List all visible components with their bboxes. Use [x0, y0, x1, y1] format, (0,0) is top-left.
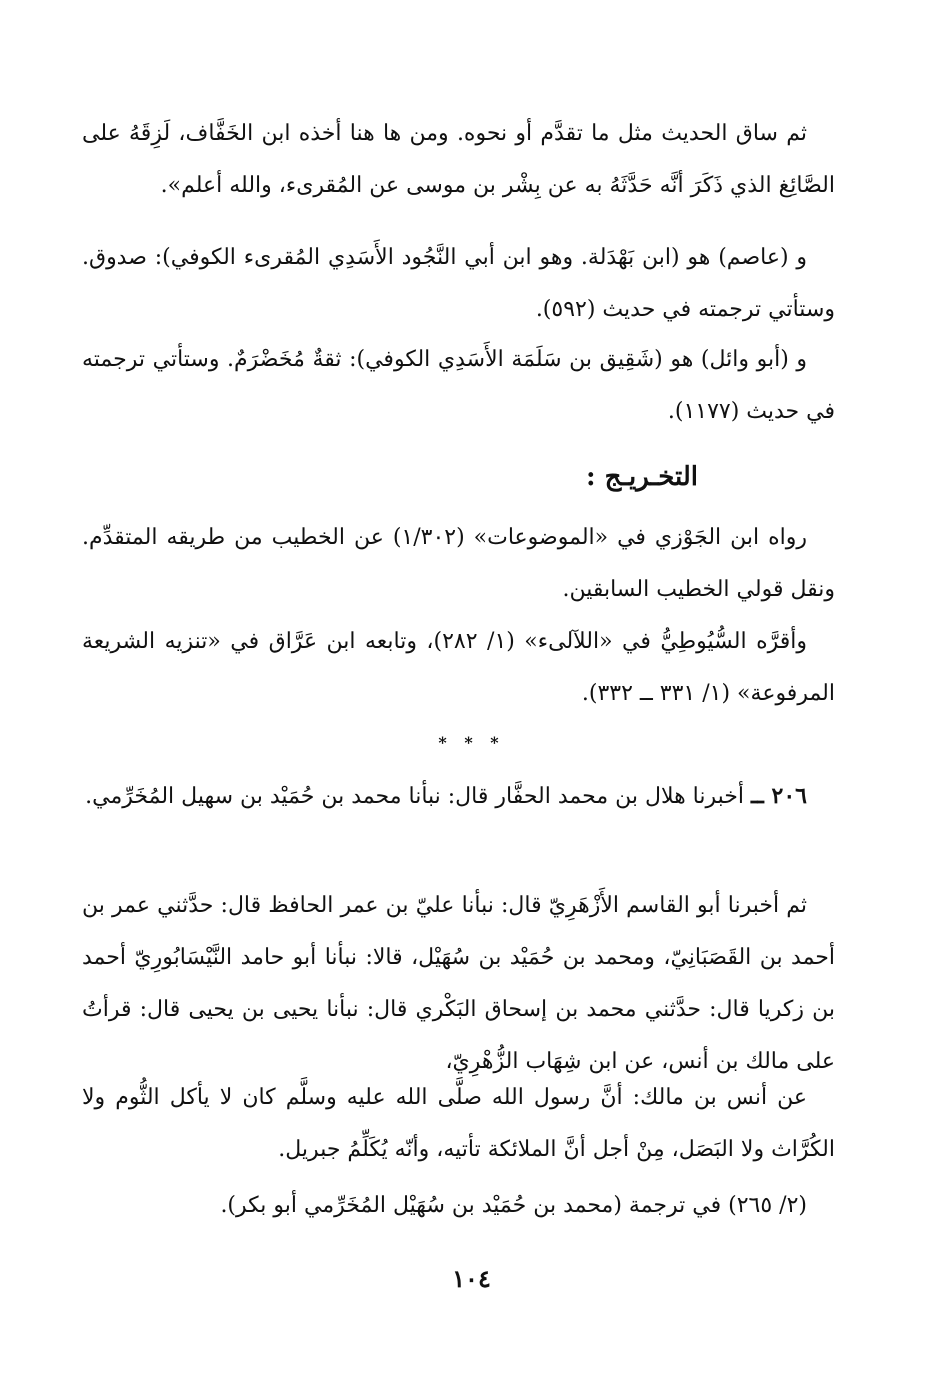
page-number: ١٠٤: [452, 1264, 491, 1293]
hadith-number: ٢٠٦ ــ: [750, 783, 807, 809]
paragraph-takhrij-suyuti: وأقرَّه السُّيُوطِيُّ في «اللآلىء» (١/ ٢٨٢)، وتابعه ابن عَرَّاق في «تنزيه الشريعة المرفوعة» (١/ ٣٣١ ــ ٣٣٢).: [82, 629, 835, 706]
hadith-206-text: أخبرنا هلال بن محمد الحفَّار قال: نبأنا محمد بن حُمَيْد بن سهيل المُخَرِّمي.: [85, 784, 744, 809]
paragraph-asim-note: و (عاصم) هو (ابن بَهْدَلة. وهو ابن أبي النَّجُود الأَسَدِي المُقرىء الكوفي): صدوق. وستأتي ترجمته في حديث (٥٩٢).: [82, 245, 835, 322]
paragraph-takhrij-ibn-jawzi: رواه ابن الجَوْزي في «الموضوعات» (١/٣٠٢) عن الخطيب من طريقه المتقدِّم. ونقل قولي الخطيب السابقين.: [82, 525, 835, 602]
hadith-206-isnad: [82, 770, 835, 823]
paragraph-second-isnad: ثم أخبرنا أبو القاسم الأَزْهَرِيّ قال: نبأنا عليّ بن عمر الحافظ قال: حدَّثني عمر بن أحمد بن القَصَبَانِيّ، ومحمد بن حُمَيْد بن سُهَيْل، قالا: نبأنا أبو حامد النَّيْسَابُورِيّ أحمد بن زكريا قال: حدَّثني محمد بن إسحاق البَكْري قال: نبأنا يحيى بن يحيى قال: قرأتُ على مالك بن أنس، عن ابن شِهَاب الزُّهْرِيّ،: [82, 893, 835, 1074]
paragraph-source-reference: (٢/ ٢٦٥) في ترجمة (محمد بن حُمَيْد بن سُهَيْل المُخَرِّمي أبو بكر).: [220, 1193, 807, 1218]
paragraph-narration-end: ثم ساق الحديث مثل ما تقدَّم أو نحوه. ومن ها هنا أخذه ابن الخَفَّاف، لَزِقَهُ على الصَّائِغ الذي ذَكَرَ أنَّه حَدَّثَهُ به عن بِشْر بن موسى عن المُقرىء، والله أعلم».: [82, 121, 835, 198]
section-separator: * * *: [438, 733, 505, 752]
paragraph-hadith-matn: عن أنس بن مالك: أنَّ رسول الله صلَّى الله عليه وسلَّم كان لا يأكل الثُّوم ولا الكُرَّاث ولا البَصَل، مِنْ أجل أنَّ الملائكة تأتيه، وأنّه يُكَلِّمُ جبريل.: [82, 1085, 835, 1162]
takhrij-heading: التخـريـج :: [585, 462, 698, 492]
paragraph-abu-wail-note: و (أبو وائل) هو (شَقِيق بن سَلَمَة الأَسَدِي الكوفي): ثقةٌ مُخَضْرَمٌ. وستأتي ترجمته في حديث (١١٧٧).: [82, 347, 835, 424]
